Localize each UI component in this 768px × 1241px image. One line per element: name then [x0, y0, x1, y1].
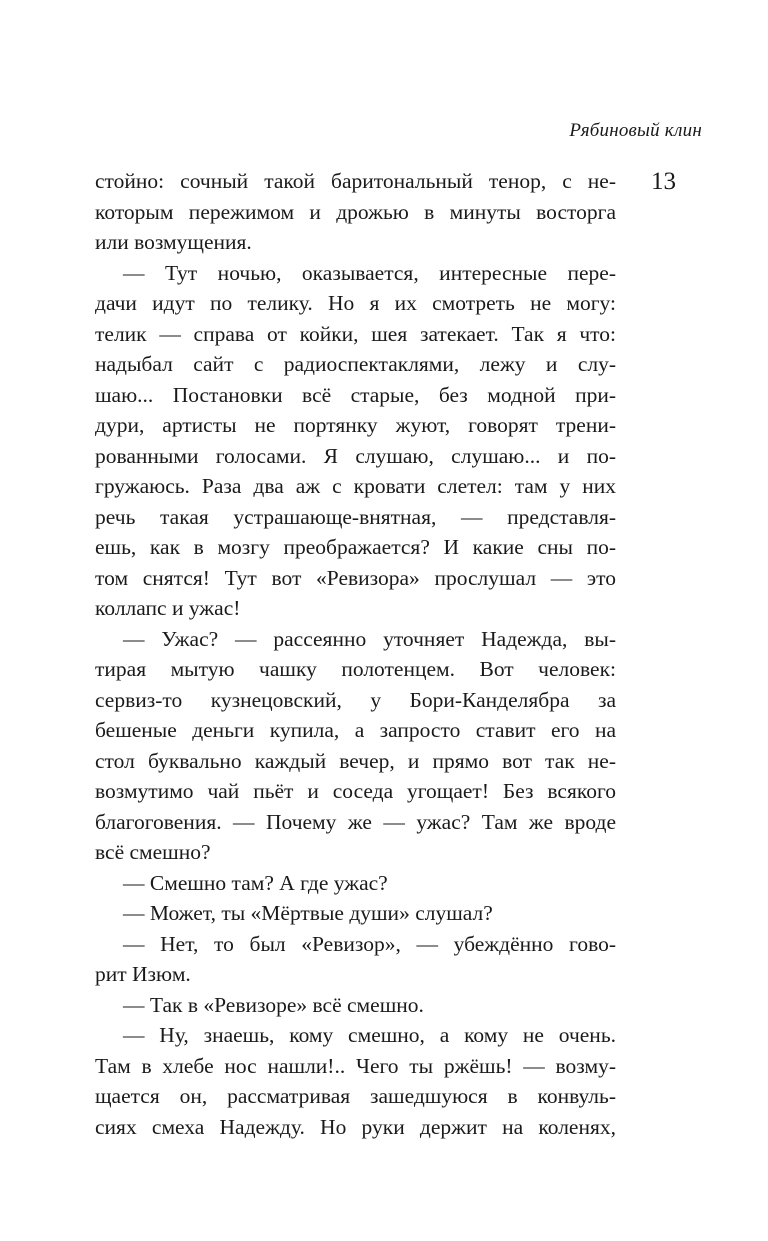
text-line: надыбал сайт с радиоспектаклями, лежу и слу-	[95, 352, 616, 376]
text-line: всё смешно?	[95, 840, 211, 864]
text-line: речь такая устрашающе-внятная, — представля-	[95, 504, 616, 529]
running-head: Рябиновый клин	[569, 120, 702, 141]
text-line: стол буквально каждый вечер, и прямо вот так не-	[95, 748, 616, 773]
text-line: рит Изюм.	[95, 962, 191, 986]
text-line: — Ужас? — рассеянно уточняет Надежда, вы-	[123, 626, 616, 651]
text-line: том снятся! Тут вот «Ревизора» прослушал — это	[95, 565, 616, 590]
text-line: — Смешно там? А где ужас?	[123, 870, 388, 895]
text-line: — Может, ты «Мёртвые души» слушал?	[123, 901, 493, 925]
text-line: — Ну, знаешь, кому смешно, а кому не очень.	[123, 1023, 616, 1047]
text-line: — Нет, то был «Ревизор», — убеждённо гово-	[123, 931, 616, 956]
text-line: благоговения. — Почему же — ужас? Там же вроде	[95, 809, 616, 834]
text-line: которым пережимом и дрожью в минуты восторга	[95, 199, 616, 224]
text-line: тирая мытую чашку полотенцем. Вот человек:	[95, 657, 616, 681]
text-line: сервиз-то кузнецовский, у Бори-Канделябра за	[95, 687, 616, 712]
page-number: 13	[651, 168, 676, 195]
text-line: телик — справа от койки, шея затекает. Так я что:	[95, 321, 616, 346]
text-line: Там в хлебе нос нашли!.. Чего ты ржёшь! — возму-	[95, 1053, 616, 1078]
text-line: стойно: сочный такой баритональный тенор, с не-	[95, 169, 616, 193]
text-line: ешь, как в мозгу преображается? И какие сны по-	[95, 535, 616, 559]
text-line: или возмущения.	[95, 230, 252, 254]
text-line: рованными голосами. Я слушаю, слушаю... и по-	[95, 443, 616, 468]
text-line: дури, артисты не портянку жуют, говорят трени-	[95, 413, 616, 437]
text-line: коллапс и ужас!	[95, 596, 241, 620]
text-block	[95, 166, 616, 1142]
text-line: сиях смеха Надежду. Но руки держит на коленях,	[95, 1114, 616, 1139]
text-line: — Так в «Ревизоре» всё смешно.	[123, 992, 424, 1017]
text-line: дачи идут по телику. Но я их смотреть не могу:	[95, 291, 616, 315]
text-line: гружаюсь. Раза два аж с кровати слетел: там у них	[95, 474, 616, 498]
text-line: бешеные деньги купила, а запросто ставит его на	[95, 718, 616, 742]
text-line: щается он, рассматривая зашедшуюся в конвуль-	[95, 1084, 616, 1108]
text-line: шаю... Постановки всё старые, без модной при-	[95, 382, 616, 407]
text-line: — Тут ночью, оказывается, интересные пере-	[123, 260, 616, 285]
text-line: возмутимо чай пьёт и соседа угощает! Без всякого	[95, 779, 616, 803]
